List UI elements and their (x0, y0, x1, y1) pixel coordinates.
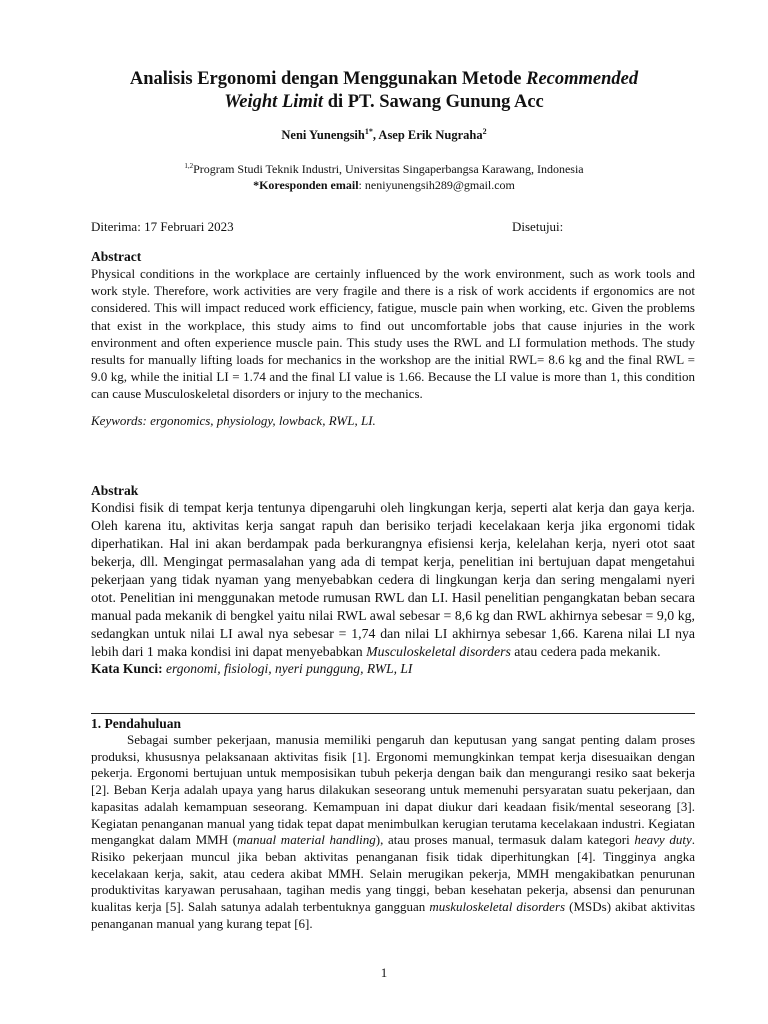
abstrak-text: Kondisi fisik di tempat kerja tentunya dipengaruhi oleh lingkungan kerja, seperti alat kerja dan gaya kerja. Oleh karena itu, aktivitas kerja sangat rapuh dan berisiko terjadi kecelakaan kerja jika ergonomi tidak diperhatikan. Hal ini akan berdampak pada berkurangnya efisiensi kerja, kelelahan kerja, nyeri otot saat bekerja, dll. Mengingat permasalahan yang ada di tempat kerja, penelitian ini bertujuan dapat mengetahui pekerjaan yang tidak nyaman yang menyebabkan cedera di lingkungan kerja dan sering mengalami nyeri otot. Penelitian ini menggunakan metode rumusan RWL dan LI. Hasil penelitian pengangkatan beban secara manual pada mekanik di bengkel yaitu nilai RWL awal sebesar = 8,6 kg dan RWL akhirnya sebesar = 9,0 kg, sedangkan untuk nilai LI awal nya sebesar = 1,74 dan nilai LI akhirnya sebesar 1,66. Karena nilai LI nya lebih dari 1 maka kondisi ini dapat menyebabkan Musculoskeletal disorders atau cedera pada mekanik. (91, 500, 695, 659)
abstract-english (91, 249, 695, 429)
abstrak-heading: Abstrak (91, 483, 139, 498)
page-number: 1 (380, 965, 388, 980)
author-list: Neni Yunengsih$^{1*}$, Asep Erik Nugraha$^2$ (281, 127, 487, 143)
accepted-date: Disetujui: (512, 219, 564, 234)
received-date: Diterima: 17 Februari 2023 (91, 219, 234, 234)
abstract-heading: Abstract (91, 249, 142, 264)
kata-kunci: Kata Kunci: ergonomi, fisiologi, nyeri punggung, RWL, LI (91, 661, 413, 676)
section-introduction (91, 716, 695, 932)
section-divider (91, 713, 695, 714)
abstract-indonesian (91, 483, 695, 677)
corresponding-label: *Koresponden email (253, 178, 359, 192)
corresponding-email: : neniyunengsih289@gmail.com (358, 178, 515, 192)
keywords: Keywords: ergonomics, physiology, lowback, RWL, LI. (91, 412, 376, 428)
paper-title: Analisis Ergonomi dengan Menggunakan Metode Recommended Weight Limit di PT. Sawang Gunung Acc (129, 69, 639, 112)
intro-paragraph: Sebagai sumber pekerjaan, manusia memiliki pengaruh dan keputusan yang sangat penting dalam proses produksi, khususnya pelaksanaan aktivitas fisik [1]. Ergonomi memungkinkan tempat kerja disesuaikan dengan pekerja. Ergonomi bertujuan untuk memposisikan tubuh pekerja dengan baik dan mengurangi resiko saat bekerja [2]. Beban Kerja adalah upaya yang harus dilakukan seseorang untuk memenuhi persyaratan suatu pekerjaan, dan kapasitas adalah kemampuan seseorang. Kemampuan ini dapat diukur dari keadaan fisik/mental seseorang [3]. Kegiatan penanganan manual yang tidak tepat dapat menimbulkan kerugian terutama kecelakaan industri. Kegiatan mengangkat dalam MMH (manual material handling), atau proses manual, termasuk dalam kategori heavy duty. Risiko pekerjaan muncul jika beban aktivitas penanganan fisik tidak diperhitungkan [4]. Tingginya angka kecelakaan kerja, sakit, atau cedera akibat MMH. Selain merugikan pekerja, MMH mengakibatkan penurunan produktivitas karyawan perusahaan, tagihan medis yang tinggi, beban kesehatan pekerja, absensi dan penurunan kualitas kerja [5]. Salah satunya adalah terbentuknya gangguan muskuloskeletal disorders (MSDs) akibat aktivitas penanganan manual yang kurang tepat [6]. (91, 732, 695, 931)
abstract-text: Physical conditions in the workplace are certainly influenced by the work environment, such as work tools and work style. Therefore, work activities are very fragile and there is a risk of work accidents if ergonomics are not considered. This will impact reduced work efficiency, fatigue, muscle pain when working, etc. Given the problems that exist in the workplace, this study aims to find out uncomfortable jobs that cause injuries in the work environment and often experience muscle pain. This study uses the RWL and LI formulation methods. The study results for manually lifting loads for mechanics in the workshop are the initial RWL= 8.6 kg and the final RWL = 9.0 kg, while the initial LI = 1.74 and the final LI value is 1.66. Because the LI value is more than 1, this condition can cause Musculoskeletal disorders or injury to the mechanics. (91, 266, 695, 402)
affiliation: $^{1,2}$Program Studi Teknik Industri, Universitas Singaperbangsa Karawang, Indonesia *Koresponden email: neniyunengsih289@gmail.com (184, 162, 584, 192)
section-heading: 1. Pendahuluan (91, 716, 182, 731)
